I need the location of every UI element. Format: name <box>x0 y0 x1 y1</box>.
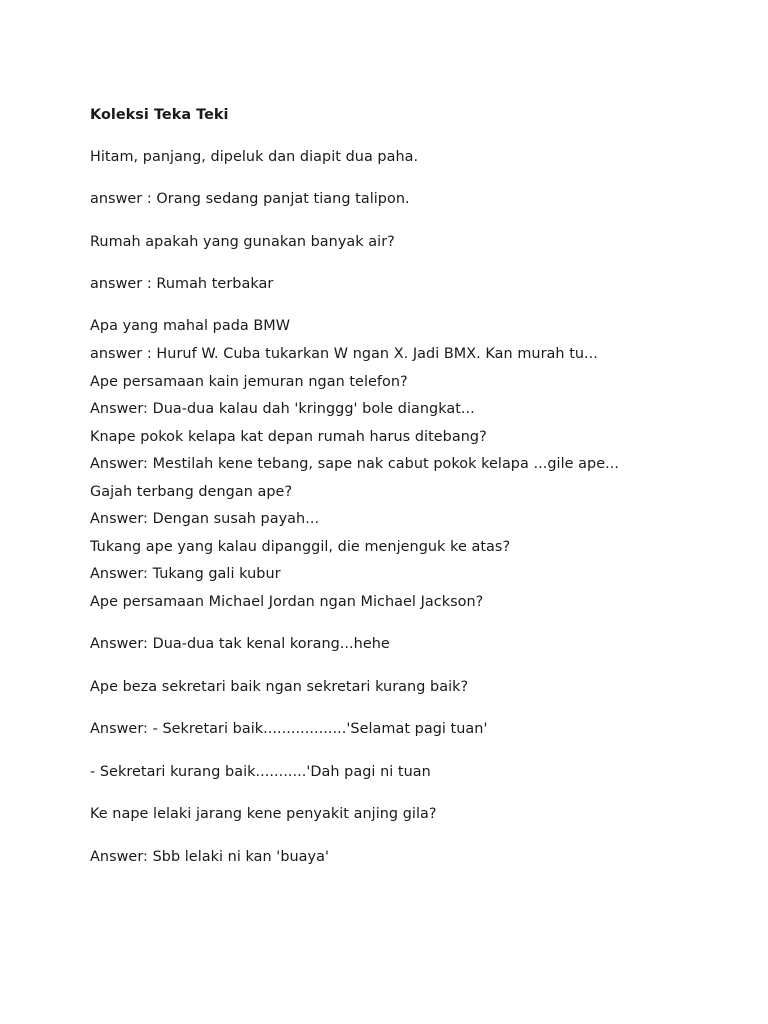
riddle-answer: answer : Huruf W. Cuba tukarkan W ngan X. Jadi BMX. Kan murah tu... <box>90 346 598 362</box>
riddle-question: Ape beza sekretari baik ngan sekretari kurang baik? <box>90 679 469 695</box>
riddle-question: Ape persamaan Michael Jordan ngan Michael Jackson? <box>90 594 484 610</box>
riddle-answer: Answer: - Sekretari baik..................'Selamat pagi tuan' <box>90 721 488 737</box>
riddle-answer: Answer: Dengan susah payah... <box>90 511 320 527</box>
riddle-question: Gajah terbang dengan ape? <box>90 484 293 500</box>
riddle-answer-continued: - Sekretari kurang baik...........'Dah pagi ni tuan <box>90 764 431 780</box>
riddle-answer: Answer: Tukang gali kubur <box>90 566 281 582</box>
riddle-answer: Answer: Dua-dua kalau dah 'kringgg' bole diangkat... <box>90 401 475 417</box>
riddle-question: Rumah apakah yang gunakan banyak air? <box>90 234 395 250</box>
riddle-question: Knape pokok kelapa kat depan rumah harus ditebang? <box>90 429 487 445</box>
riddle-question: Ke nape lelaki jarang kene penyakit anjing gila? <box>90 806 437 822</box>
riddle-question: Ape persamaan kain jemuran ngan telefon? <box>90 374 408 390</box>
riddle-answer: answer : Orang sedang panjat tiang talipon. <box>90 191 410 207</box>
riddle-question: Hitam, panjang, dipeluk dan diapit dua paha. <box>90 149 419 165</box>
riddle-answer: Answer: Dua-dua tak kenal korang...hehe <box>90 636 390 652</box>
riddle-question: Apa yang mahal pada BMW <box>90 318 291 334</box>
riddle-answer: answer : Rumah terbakar <box>90 276 274 292</box>
riddle-answer: Answer: Mestilah kene tebang, sape nak cabut pokok kelapa ...gile ape... <box>90 456 619 472</box>
riddle-question: Tukang ape yang kalau dipanggil, die menjenguk ke atas? <box>90 539 511 555</box>
riddle-answer: Answer: Sbb lelaki ni kan 'buaya' <box>90 849 329 865</box>
document-title: Koleksi Teka Teki <box>90 107 229 123</box>
